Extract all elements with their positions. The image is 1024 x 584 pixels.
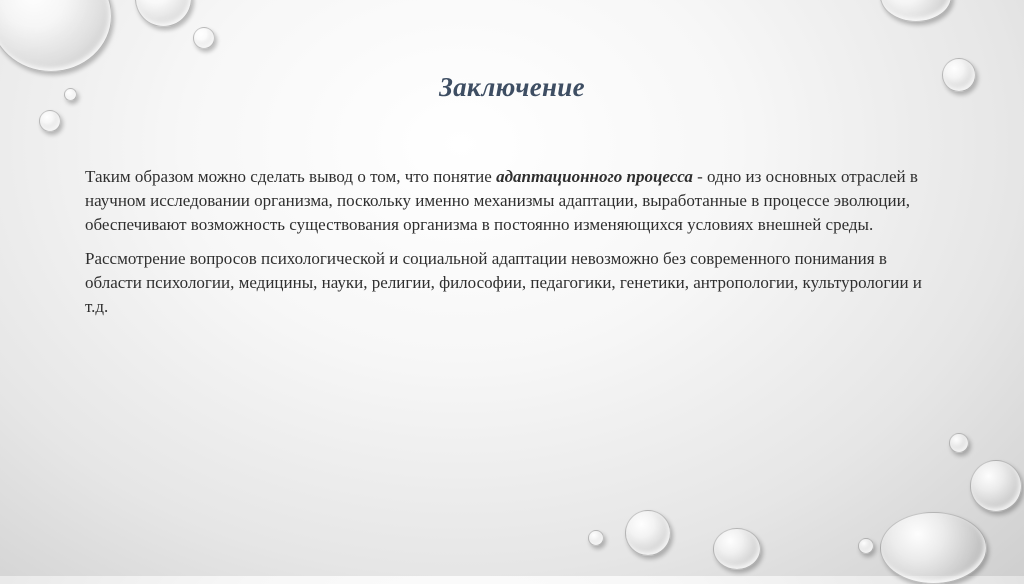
water-drop-icon	[970, 460, 1022, 512]
water-drop-icon	[588, 530, 604, 546]
slide-title: Заключение	[439, 72, 585, 102]
water-drop-icon	[713, 528, 761, 570]
water-drop-icon	[949, 433, 969, 453]
water-drop-icon	[0, 0, 112, 72]
water-drop-icon	[880, 512, 987, 584]
water-drop-icon	[39, 110, 61, 132]
emphasis-term: адаптационного процесса	[496, 167, 693, 186]
water-drop-icon	[880, 0, 952, 22]
water-drop-icon	[135, 0, 192, 27]
water-drop-icon	[625, 510, 671, 556]
water-drop-icon	[858, 538, 874, 554]
paragraph-conclusion	[85, 165, 945, 237]
slide-body	[85, 165, 945, 329]
paragraph-text: Таким образом можно сделать вывод о том, что понятие	[85, 167, 497, 186]
water-drop-icon	[193, 27, 215, 49]
paragraph-adaptation: Рассмотрение вопросов психологической и социальной адаптации невозможно без современного понимания в области психологии, медицины, науки, религии, философии, педагогики, генетики, антропологии, культурологии и т.д.	[85, 249, 922, 316]
paragraph-text: - одно из основных отраслей в научном исследовании организма, поскольку именно механизмы адаптации, выработанные в процессе эволюции, обеспечивают возможность существования организма в постоянно изменяющихся условиях внешней среды.	[85, 167, 918, 234]
